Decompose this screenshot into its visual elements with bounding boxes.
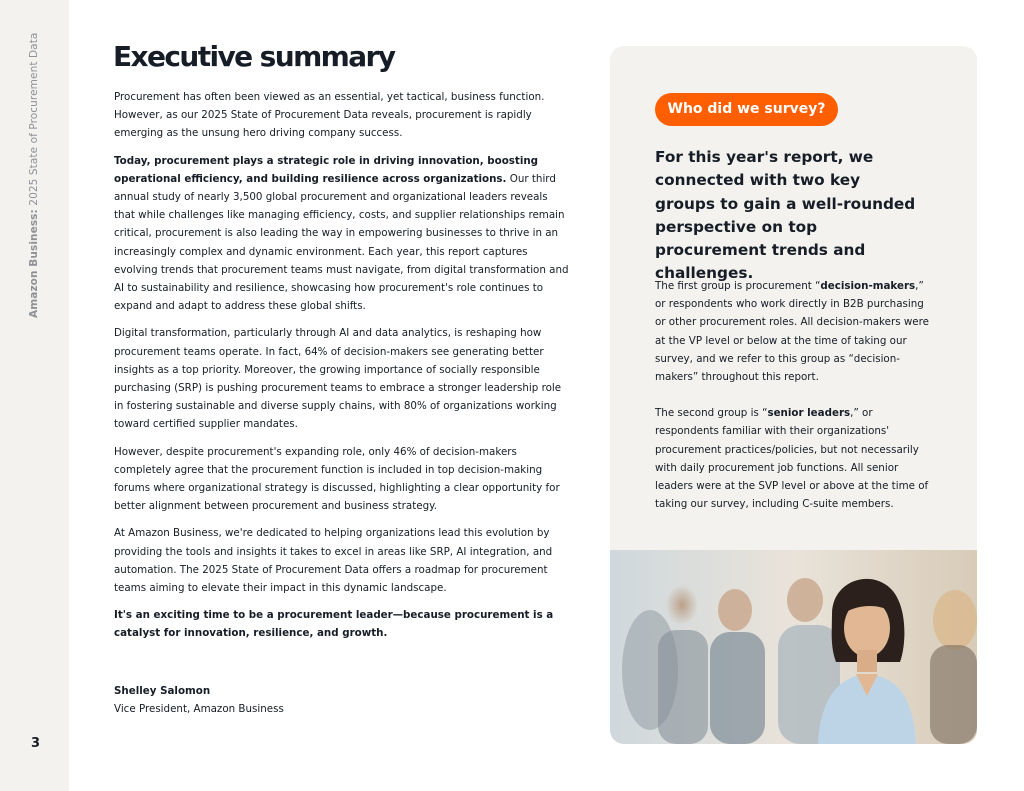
running-header xyxy=(26,18,42,318)
audience-photo xyxy=(610,550,977,744)
paragraph-closing: It's an exciting time to be a procurement leader—because procurement is a catalyst for innovation, resilience, and growth. xyxy=(114,609,554,640)
paragraph-alignment: However, despite procurement's expanding role, only 46% of decision-makers completely agree that the procurement function is included in top decision-making forums where organizational strategy is discussed, highlighting a clear opportunity for better alignment between procurement and business strategy. xyxy=(114,445,560,513)
page-number: 3 xyxy=(31,736,41,751)
running-header-report: 2025 State of Procurement Data xyxy=(28,32,40,206)
signature-name: Shelley Salomon xyxy=(114,685,211,697)
survey-groups xyxy=(655,277,937,531)
signature xyxy=(114,682,284,718)
group-senior-leaders: The second group is “senior leaders,” or respondents familiar with their organizations' procurement practices/policies, but not necessarily with daily procurement job functions. All senior leaders were at the SVP level or above at the time of taking our survey, including C-suite members. xyxy=(655,407,929,511)
group-decision-makers: The first group is procurement “decision-makers,” or respondents who work directly in B2B purchasing or other procurement roles. All decision-makers were at the VP level or below at the time of taking our survey, and we refer to this group as “decision-makers” throughout this report. xyxy=(655,280,929,384)
summary-body xyxy=(114,88,570,652)
page-title: Executive summary xyxy=(113,40,395,73)
paragraph-strategic-role: Today, procurement plays a strategic role in driving innovation, boosting operational efficiency, and building resilience across organizations. Our third annual study of nearly 3,500 global procurement and organizational leaders reveals that while challenges like managing efficiency, costs, and supplier relationships remain critical, procurement is also leading the way in empowering businesses to thrive in an increasingly complex and dynamic environment. Each year, this report captures evolving trends that procurement teams must navigate, from digital transformation and AI to sustainability and resilience, showcasing how procurement's role continues to expand and adapt to address these global shifts. xyxy=(114,154,569,313)
paragraph-digital-transformation: Digital transformation, particularly through AI and data analytics, is reshaping how procurement teams operate. In fact, 64% of decision-makers see generating better insights as a top priority. Moreover, the growing importance of socially responsible purchasing (SRP) is pushing procurement teams to embrace a stronger leadership role in fostering sustainable and diverse supply chains, with 80% of organizations working toward certified supplier mandates. xyxy=(114,327,562,431)
audience-photo-illustration xyxy=(610,550,977,744)
paragraph-intro: Procurement has often been viewed as an essential, yet tactical, business function. However, as our 2025 State of Procurement Data reveals, procurement is rapidly emerging as the unsung hero driving company success. xyxy=(114,91,545,140)
running-header-brand: Amazon Business: xyxy=(28,209,40,318)
paragraph-amazon-business: At Amazon Business, we're dedicated to helping organizations lead this evolution by providing the tools and insights it takes to excel in areas like SRP, AI integration, and automation. The 2025 State of Procurement Data offers a roadmap for procurement teams aiming to elevate their impact in this dynamic landscape. xyxy=(114,527,553,595)
survey-badge: Who did we survey? xyxy=(655,93,838,126)
signature-role: Vice President, Amazon Business xyxy=(114,703,284,715)
survey-panel xyxy=(610,46,977,744)
survey-lead: For this year's report, we connected with two key groups to gain a well-rounded perspective on top procurement trends and challenges. xyxy=(655,148,916,283)
